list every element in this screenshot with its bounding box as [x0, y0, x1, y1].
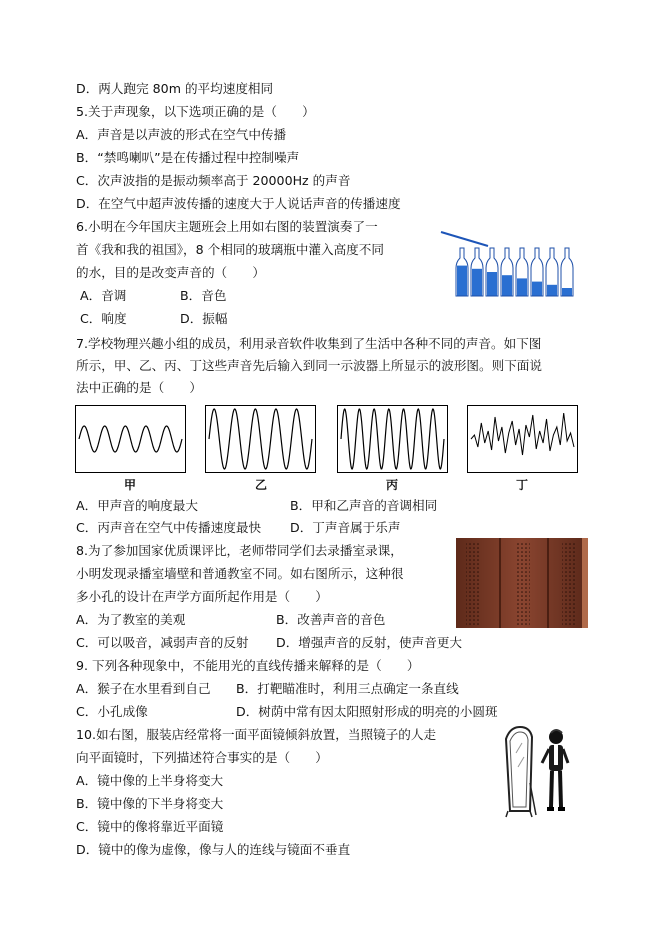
q8-option-c: C．可以吸音，减弱声音的反射	[76, 635, 249, 650]
bottle	[486, 248, 498, 296]
q5-option-b: B．“禁鸣喇叭”是在传播过程中控制噪声	[76, 150, 300, 165]
q10-stem-line2: 向平面镜时，下列描述符合事实的是（ ）	[76, 750, 328, 765]
q9-option-c: C．小孔成像	[76, 704, 148, 719]
q9-stem: 9. 下列各种现象中，不能用光的直线传播来解释的是（ ）	[76, 658, 420, 673]
q10-stem-line1: 10.如右图，服装店经常将一面平面镜倾斜放置，当照镜子的人走	[76, 727, 437, 742]
q7-option-b: B．甲和乙声音的音调相同	[290, 498, 438, 513]
bottle	[471, 248, 483, 296]
q6-option-a: A．音调	[80, 288, 127, 303]
q7-option-a: A．甲声音的响度最大	[76, 498, 198, 513]
q6-stem-line1: 6.小明在今年国庆主题班会上用如右图的装置演奏了一	[76, 219, 378, 234]
waveform-label-yi: 乙	[255, 478, 268, 492]
q9-option-a: A．猴子在水里看到自己	[76, 681, 211, 696]
perforated-wall-photo	[456, 538, 588, 628]
q5-option-a: A．声音是以声波的形式在空气中传播	[76, 127, 287, 142]
q8-stem-line1: 8.为了参加国家优质课评比，老师带同学们去录播室录课，	[76, 543, 403, 558]
q8-stem-line3: 多小孔的设计在声学方面所起作用是（ ）	[76, 589, 328, 604]
q10-option-a: A．镜中像的上半身将变大	[76, 773, 224, 788]
q7-option-c: C．丙声音在空气中传播速度最快	[76, 520, 262, 535]
bottle	[516, 248, 528, 296]
tilted-mirror-figure	[496, 723, 588, 819]
q5-option-d: D．在空气中超声波传播的速度大于人说话声音的传播速度	[76, 196, 401, 211]
waveform-label-bing: 丙	[386, 478, 399, 492]
q7-stem-line2: 所示，甲、乙、丙、丁这些声音先后输入到同一示波器上所显示的波形图。则下面说	[76, 358, 542, 373]
waveform-jia	[75, 405, 186, 473]
waveform-ding	[467, 405, 578, 473]
glass-bottles-figure	[438, 226, 588, 300]
q8-option-a: A．为了教室的美观	[76, 612, 186, 627]
q5-stem: 5.关于声现象，以下选项正确的是（ ）	[76, 104, 315, 119]
q10-option-c: C．镜中的像将靠近平面镜	[76, 819, 224, 834]
q8-option-b: B．改善声音的音色	[276, 612, 386, 627]
q6-option-c: C．响度	[80, 311, 127, 326]
q9-option-b: B．打靶瞄准时，利用三点确定一条直线	[236, 681, 459, 696]
waveform-label-ding: 丁	[516, 478, 529, 492]
q10-option-d: D．镜中的像为虚像，像与人的连线与镜面不垂直	[76, 842, 351, 857]
q6-option-d: D．振幅	[180, 311, 228, 326]
q9-option-d: D．树荫中常有因太阳照射形成的明亮的小圆斑	[236, 704, 498, 719]
q6-option-b: B．音色	[180, 288, 227, 303]
bottle	[531, 248, 543, 296]
waveform-label-jia: 甲	[124, 478, 137, 492]
waveform-yi	[205, 405, 316, 473]
q5-option-c: C．次声波指的是振动频率高于 20000Hz 的声音	[76, 173, 351, 188]
q6-stem-line3: 的水，目的是改变声音的（ ）	[76, 265, 265, 280]
bottle	[456, 248, 468, 296]
waveform-bing	[337, 405, 448, 473]
q7-option-d: D．丁声音属于乐声	[290, 520, 401, 535]
q8-option-d: D．增强声音的反射，使声音更大	[276, 635, 463, 650]
bottle	[501, 248, 513, 296]
q6-stem-line2: 首《我和我的祖国》，8 个相同的玻璃瓶中灌入高度不同	[76, 242, 384, 257]
q4-option-d: D．两人跑完 80m 的平均速度相同	[76, 81, 274, 96]
q10-option-b: B．镜中像的下半身将变大	[76, 796, 224, 811]
bottle	[561, 248, 573, 296]
bottle	[546, 248, 558, 296]
q8-stem-line2: 小明发现录播室墙壁和普通教室不同。如右图所示，这种很	[76, 566, 404, 581]
q7-stem-line3: 法中正确的是（ ）	[76, 380, 202, 395]
q7-stem-line1: 7.学校物理兴趣小组的成员，利用录音软件收集到了生活中各种不同的声音。如下图	[76, 336, 542, 351]
